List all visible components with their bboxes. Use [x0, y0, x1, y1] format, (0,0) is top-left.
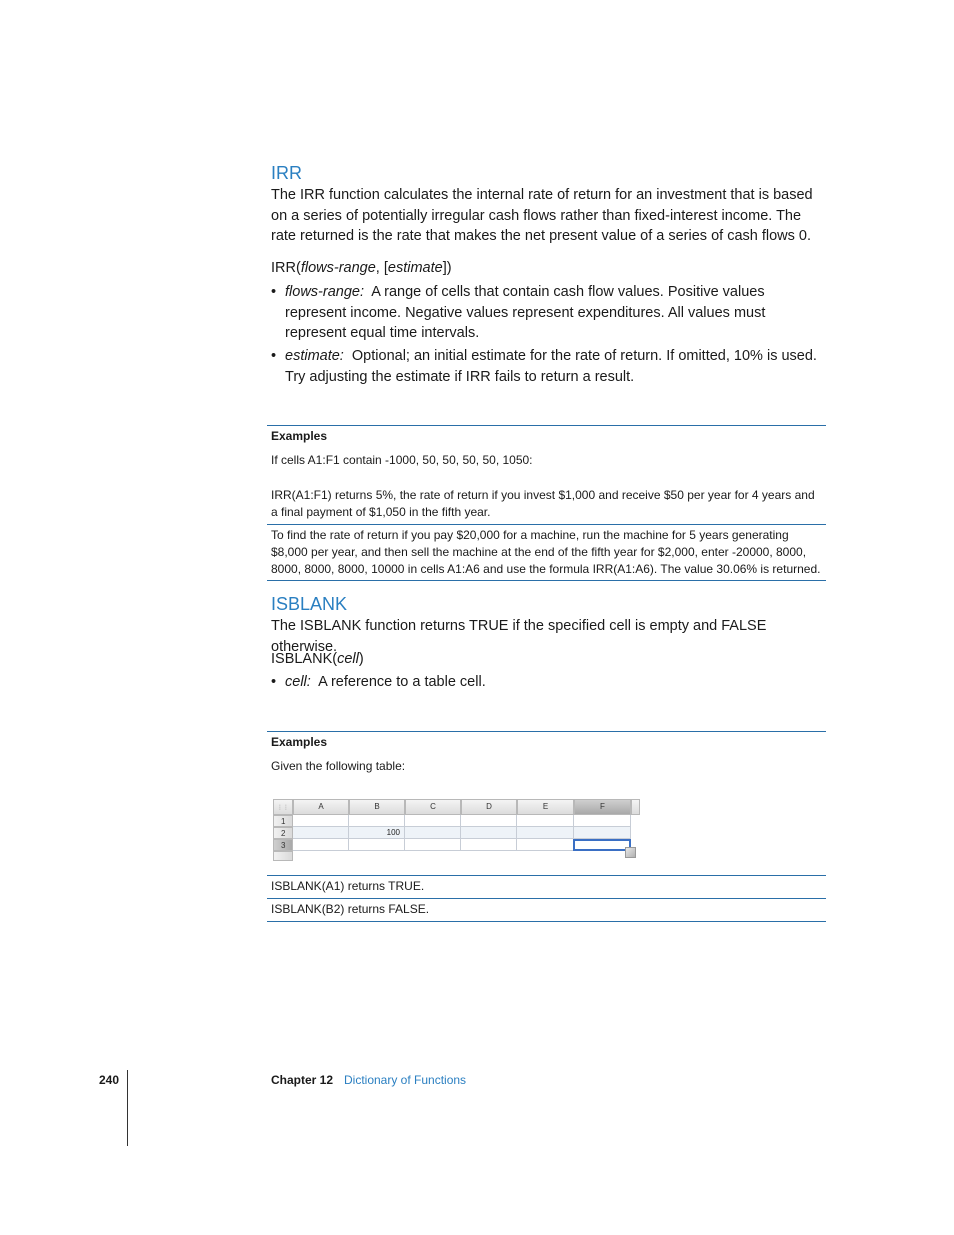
isblank-bullet-term: cell:	[285, 674, 311, 690]
table-cell	[405, 815, 461, 827]
divider	[267, 921, 826, 922]
divider	[267, 898, 826, 899]
isblank-syntax	[271, 649, 364, 670]
bullet-dot: •	[271, 284, 277, 300]
irr-bullet-term: estimate:	[285, 348, 344, 364]
table-cell	[574, 827, 631, 839]
isblank-bullet-text: A reference to a table cell.	[318, 674, 486, 690]
isblank-result-1: ISBLANK(A1) returns TRUE.	[271, 879, 425, 893]
table-cell	[349, 839, 405, 851]
column-header-d: D	[461, 799, 517, 815]
divider	[267, 731, 826, 732]
table-cell	[574, 815, 631, 827]
footer-rule	[127, 1070, 128, 1146]
table-cell	[517, 827, 574, 839]
table-cell	[517, 839, 574, 851]
table-cell	[349, 815, 405, 827]
column-header-e: E	[517, 799, 574, 815]
column-header-f: F	[574, 799, 631, 815]
irr-heading: IRR	[271, 163, 302, 183]
table-cell	[461, 815, 517, 827]
irr-bullet-flows-range	[285, 282, 825, 344]
selected-cell-f3	[573, 839, 631, 851]
divider	[267, 425, 826, 426]
divider	[267, 875, 826, 876]
column-header-a: A	[293, 799, 349, 815]
table-cell	[517, 815, 574, 827]
irr-syntax	[271, 258, 452, 279]
footer-chapter-title: Dictionary of Functions	[344, 1073, 467, 1087]
irr-example-result: IRR(A1:F1) returns 5%, the rate of return if you invest $1,000 and receive $50 per year for 4 years and a final payment of $1,050 in the fifth year.	[271, 488, 815, 519]
irr-example-machine: To find the rate of return if you pay $20,000 for a machine, run the machine for 5 years generating $8,000 per year, and then sell the machine at the end of the fifth year for $2,000, enter -20000, 8000, 8000, 8000, 8000, 10000 in cells A1:A6 and use the formula IRR(A1:A6). The value 30.06% is returned.	[271, 528, 821, 576]
table-cell	[293, 827, 349, 839]
table-cell	[293, 815, 349, 827]
table-cell	[293, 839, 349, 851]
irr-syntax-sep: , [	[375, 260, 388, 276]
row-header-3: 3	[273, 839, 293, 851]
page-number: 240	[99, 1073, 120, 1087]
bullet-dot: •	[271, 674, 277, 690]
irr-syntax-open: (	[295, 260, 301, 276]
irr-description: The IRR function calculates the internal rate of return for an investment that is based on a series of potentially irregular cash flows rather than fixed-interest income. The rate returned is the rate that makes the net present value of a series of cash flows 0.	[271, 187, 813, 244]
isblank-result-2: ISBLANK(B2) returns FALSE.	[271, 902, 430, 916]
irr-examples-label: Examples	[271, 429, 328, 443]
isblank-example-intro: Given the following table:	[271, 759, 406, 773]
irr-syntax-arg1: flows-range	[300, 260, 376, 276]
table-corner: ⋮⋮	[273, 799, 293, 815]
table-cell	[461, 827, 517, 839]
divider	[267, 580, 826, 581]
table-cell	[461, 839, 517, 851]
column-resize-handle	[631, 799, 640, 815]
isblank-syntax-close: )	[358, 651, 364, 667]
irr-bullet-text: Optional; an initial estimate for the rate of return. If omitted, 10% is used. Try adjusting the estimate if IRR fails to return a result.	[285, 348, 817, 385]
irr-bullet-estimate	[285, 346, 825, 387]
isblank-syntax-name: ISBLANK	[271, 651, 333, 667]
footer-chapter: Chapter 12	[271, 1073, 334, 1087]
isblank-heading: ISBLANK	[271, 594, 348, 614]
irr-example-intro: If cells A1:F1 contain -1000, 50, 50, 50, 50, 1050:	[271, 453, 533, 467]
bullet-dot: •	[271, 348, 277, 364]
irr-syntax-name: IRR	[271, 260, 296, 276]
row-resize-handle	[273, 851, 293, 861]
table-cell-b2: 100	[349, 827, 405, 839]
column-header-c: C	[405, 799, 461, 815]
fill-handle-icon	[625, 847, 636, 858]
isblank-syntax-open: (	[332, 651, 338, 667]
row-header-2: 2	[273, 827, 293, 839]
table-cell	[405, 839, 461, 851]
column-header-b: B	[349, 799, 405, 815]
table-cell	[405, 827, 461, 839]
row-header-1: 1	[273, 815, 293, 827]
isblank-syntax-arg1: cell	[337, 651, 359, 667]
isblank-description: The ISBLANK function returns TRUE if the specified cell is empty and FALSE otherwise.	[271, 618, 767, 655]
irr-bullet-term: flows-range:	[285, 284, 364, 300]
example-table	[273, 799, 640, 862]
irr-syntax-close: ])	[442, 260, 452, 276]
irr-syntax-arg2: estimate	[387, 260, 443, 276]
divider	[267, 524, 826, 525]
isblank-bullet-cell	[285, 672, 825, 693]
isblank-examples-label: Examples	[271, 735, 328, 749]
irr-bullet-text: A range of cells that contain cash flow values. Positive values represent income. Negative values represent expenditures. All values must represent equal time intervals.	[285, 284, 766, 341]
